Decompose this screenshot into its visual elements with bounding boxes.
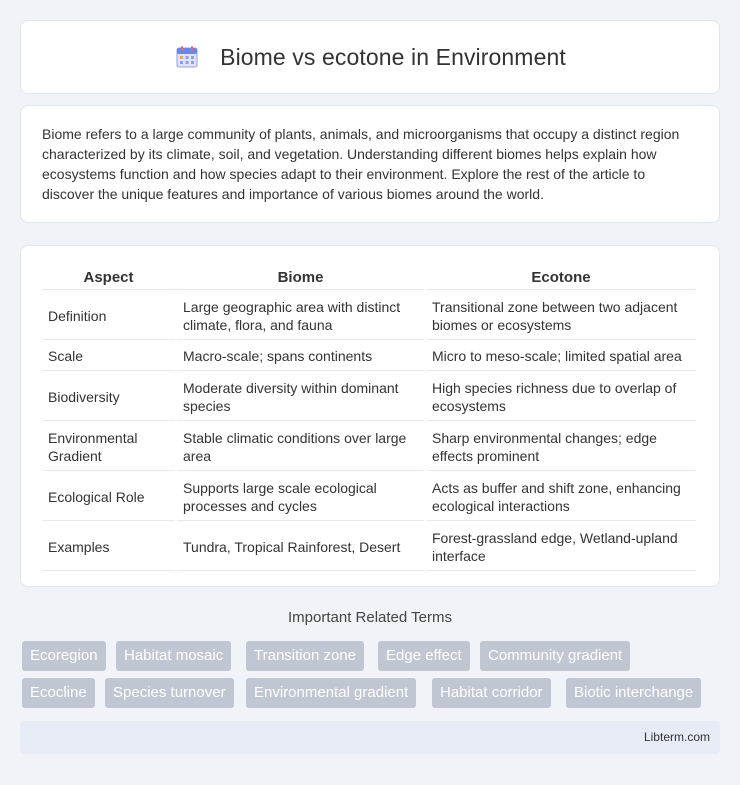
cell-biome: Supports large scale ecological processes and cycles: [177, 473, 424, 521]
cell-aspect: Scale: [42, 342, 175, 371]
cell-aspect: Examples: [42, 523, 175, 571]
cell-biome: Large geographic area with distinct climate, flora, and fauna: [177, 292, 424, 340]
intro-section: [20, 105, 720, 223]
cell-aspect: Biodiversity: [42, 373, 175, 421]
header-biome: Biome: [177, 268, 424, 290]
tag-habitat-corridor[interactable]: Habitat corridor: [432, 678, 551, 708]
footer: [20, 721, 720, 754]
cell-biome: Stable climatic conditions over large area: [177, 423, 424, 471]
header-aspect: Aspect: [42, 268, 175, 290]
cell-biome: Macro-scale; spans continents: [177, 342, 424, 371]
tag-transition-zone[interactable]: Transition zone: [246, 641, 364, 671]
cell-ecotone: Acts as buffer and shift zone, enhancing ecological interactions: [426, 473, 696, 521]
table-row: [42, 523, 696, 571]
cell-aspect: Ecological Role: [42, 473, 175, 521]
page-header: [20, 20, 720, 94]
table-row: [42, 373, 696, 421]
page-title: Biome vs ecotone in Environment: [220, 43, 566, 70]
table-row: [42, 292, 696, 340]
comparison-table-card: [20, 245, 720, 587]
tag-edge-effect[interactable]: Edge effect: [378, 641, 470, 671]
table-row: [42, 473, 696, 521]
cell-aspect: Environmental Gradient: [42, 423, 175, 471]
tag-community-gradient[interactable]: Community gradient: [480, 641, 630, 671]
cell-ecotone: Transitional zone between two adjacent biomes or ecosystems: [426, 292, 696, 340]
calendar-icon: [174, 44, 200, 70]
header-ecotone: Ecotone: [426, 268, 696, 290]
footer-site-link[interactable]: Libterm.com: [643, 730, 710, 744]
related-terms-title: Important Related Terms: [288, 609, 452, 626]
cell-ecotone: Micro to meso-scale; limited spatial area: [426, 342, 696, 371]
cell-ecotone: Forest-grassland edge, Wetland-upland interface: [426, 523, 696, 571]
cell-biome: Tundra, Tropical Rainforest, Desert: [177, 523, 424, 571]
intro-text: Biome refers to a large community of plants, animals, and microorganisms that occupy a distinct region characterized by its climate, soil, and vegetation. Understanding different biomes helps explain how ecosystems function and how species adapt to their environment. Explore the rest of the article to discover the unique features and importance of various biomes around the world.: [42, 126, 680, 202]
cell-ecotone: High species richness due to overlap of ecosystems: [426, 373, 696, 421]
table-row: [42, 423, 696, 471]
cell-aspect: Definition: [42, 292, 175, 340]
tag-habitat-mosaic[interactable]: Habitat mosaic: [116, 641, 231, 671]
comparison-table: [40, 266, 698, 573]
tag-ecoregion[interactable]: Ecoregion: [22, 641, 106, 671]
cell-biome: Moderate diversity within dominant species: [177, 373, 424, 421]
tag-biotic-interchange[interactable]: Biotic interchange: [566, 678, 701, 708]
table-header-row: [42, 268, 696, 290]
tag-species-turnover[interactable]: Species turnover: [105, 678, 234, 708]
tag-environmental-gradient[interactable]: Environmental gradient: [246, 678, 416, 708]
table-row: [42, 342, 696, 371]
tag-ecocline[interactable]: Ecocline: [22, 678, 95, 708]
cell-ecotone: Sharp environmental changes; edge effects prominent: [426, 423, 696, 471]
